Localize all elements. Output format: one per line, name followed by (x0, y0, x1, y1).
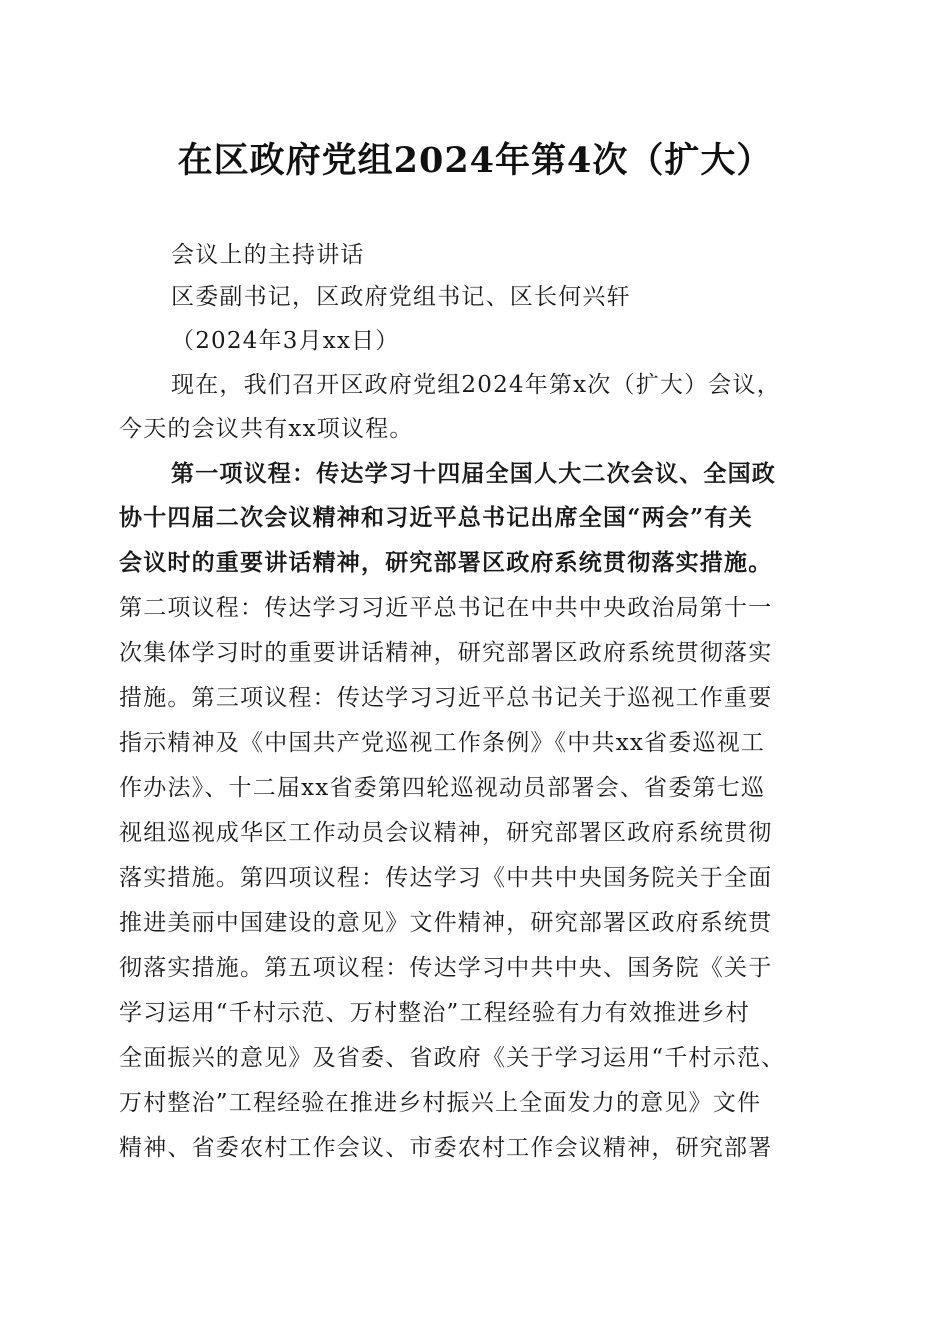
body-text-line: 第二项议程：传达学习习近平总书记在中共中央政治局第十一 (119, 595, 773, 621)
body-text-line: 指示精神及《中国共产党巡视工作条例》《中共xx省委巡视工 (119, 730, 766, 756)
body-text-line: 万村整治”工程经验在推进乡村振兴上全面发力的意见》文件 (119, 1090, 762, 1116)
body-text-line: 现在，我们召开区政府党组2024年第x次（扩大）会议， (171, 372, 781, 398)
subtitle-line: 会议上的主持讲话 (171, 242, 365, 268)
body-text-line: 全面振兴的意见》及省委、省政府《关于学习运用“千村示范、 (119, 1045, 786, 1071)
body-text-line: 学习运用“千村示范、万村整治”工程经验有力有效推进乡村 (119, 1000, 750, 1026)
agenda-item-line: 协十四届二次会议精神和习近平总书记出席全国“两会”有关 (119, 504, 753, 531)
body-text-line: 落实措施。第四项议程：传达学习《中共中央国务院关于全面 (119, 865, 773, 891)
speaker-line: 区委副书记，区政府党组书记、区长何兴轩 (171, 284, 631, 310)
document-title: 在区政府党组2024年第4次（扩大） (177, 140, 773, 181)
body-text-line: 精神、省委农村工作会议、市委农村工作会议精神，研究部署 (119, 1135, 773, 1161)
body-text-line: 措施。第三项议程：传达学习习近平总书记关于巡视工作重要 (119, 685, 773, 711)
agenda-item-line: 第一项议程：传达学习十四届全国人大二次会议、全国政 (171, 460, 776, 487)
body-text-line: 次集体学习时的重要讲话精神，研究部署区政府系统贯彻落实 (119, 640, 773, 666)
body-text-line: 视组巡视成华区工作动员会议精神，研究部署区政府系统贯彻 (119, 820, 773, 846)
agenda-item-line: 会议时的重要讲话精神，研究部署区政府系统贯彻落实措施。 (119, 549, 773, 576)
body-text-line: 彻落实措施。第五项议程：传达学习中共中央、国务院《关于 (119, 955, 773, 981)
body-text-line: 作办法》、十二届xx省委第四轮巡视动员部署会、省委第七巡 (119, 775, 766, 801)
body-text-line: 推进美丽中国建设的意见》文件精神，研究部署区政府系统贯 (119, 910, 773, 936)
body-text-line: 今天的会议共有xx项议程。 (119, 416, 414, 442)
date-line: （2024年3月xx日） (171, 328, 400, 354)
